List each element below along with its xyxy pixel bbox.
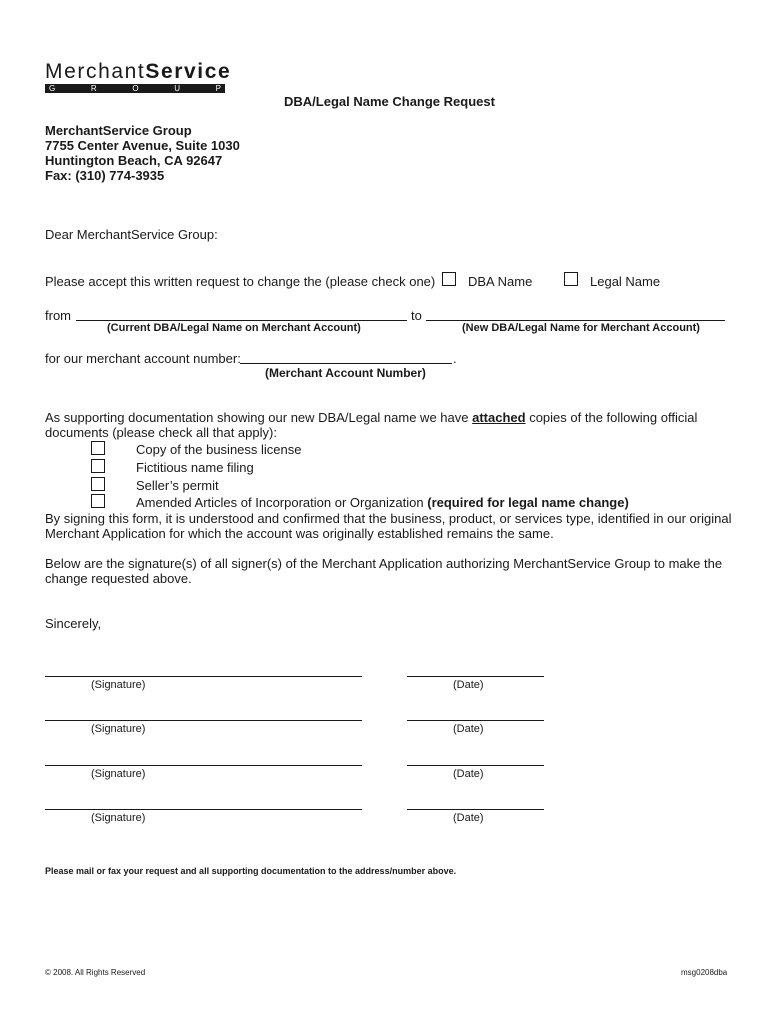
date-caption: (Date) [453,812,484,824]
new-name-field-line[interactable] [426,320,725,321]
amended-articles-text: Amended Articles of Incorporation or Organization [136,495,424,510]
fictitious-name-label: Fictitious name filing [136,460,254,475]
logo-letter: O [132,84,139,93]
docs-intro-attached: attached [472,410,526,425]
salutation: Dear MerchantService Group: [45,227,218,242]
date-line[interactable] [407,720,544,721]
mail-instructions: Please mail or fax your request and all supporting documentation to the address/number above. [45,866,457,876]
account-number-period: . [453,351,457,366]
confirmation-paragraph [45,511,731,541]
new-name-caption: (New DBA/Legal Name for Merchant Account) [462,322,700,334]
date-caption: (Date) [453,679,484,691]
footer-copyright: © 2008. All Rights Reserved [45,968,146,977]
signature-line[interactable] [45,765,362,766]
business-license-checkbox[interactable] [91,441,105,455]
logo-letter: R [90,84,97,93]
legal-name-label: Legal Name [590,274,661,289]
sellers-permit-label: Seller’s permit [136,478,219,493]
signers-line1: Below are the signature(s) of all signer(s) of the Merchant Application authorizing MerchantService Group to make the [45,556,723,571]
confirmation-line1: By signing this form, it is understood and confirmed that the business, product, or services type, identified in our original [45,511,732,526]
logo-letter: U [174,84,180,93]
amended-articles-note: (required for legal name change) [427,495,629,510]
signature-line[interactable] [45,720,362,721]
address-city: Huntington Beach, CA 92647 [45,153,223,168]
current-name-caption: (Current DBA/Legal Name on Merchant Account) [107,322,361,334]
signature-caption: (Signature) [91,679,146,691]
signature-caption: (Signature) [91,812,146,824]
business-license-label: Copy of the business license [136,442,302,457]
docs-intro-after: copies of the following official [529,410,698,425]
logo-letter: P [215,84,221,93]
logo-word-light: Merchant [45,60,146,83]
closing: Sincerely, [45,616,102,631]
docs-intro-before: As supporting documentation showing our new DBA/Legal name we have [45,410,469,425]
sellers-permit-checkbox[interactable] [91,477,105,491]
company-logo-group-bar [45,84,225,93]
date-line[interactable] [407,676,544,677]
date-line[interactable] [407,809,544,810]
page-title: DBA/Legal Name Change Request [284,94,495,109]
docs-intro-line2: documents (please check all that apply): [45,425,277,440]
dba-name-checkbox[interactable] [442,272,456,286]
footer-form-code: msg0208dba [681,968,728,977]
signature-caption: (Signature) [91,723,146,735]
fictitious-name-checkbox[interactable] [91,459,105,473]
address-fax: Fax: (310) 774-3935 [45,168,165,183]
to-label: to [411,308,422,323]
address-street: 7755 Center Avenue, Suite 1030 [45,138,240,153]
signers-paragraph [45,556,722,586]
confirmation-line2: Merchant Application for which the account was originally established remains the same. [45,526,554,541]
amended-articles-checkbox[interactable] [91,494,105,508]
signature-caption: (Signature) [91,768,146,780]
date-line[interactable] [407,765,544,766]
signature-line[interactable] [45,809,362,810]
docs-intro-line1 [45,410,697,425]
account-number-field-line[interactable] [240,363,452,364]
signature-line[interactable] [45,676,362,677]
current-name-field-line[interactable] [76,320,407,321]
date-caption: (Date) [453,768,484,780]
account-number-caption: (Merchant Account Number) [265,366,426,380]
address-company: MerchantService Group [45,123,192,138]
logo-word-bold: Service [145,60,232,83]
logo-letter: G [49,84,56,93]
amended-articles-label [136,495,629,510]
account-number-label: for our merchant account number: [45,351,241,366]
signers-line2: change requested above. [45,571,192,586]
change-request-prompt: Please accept this written request to change the (please check one) [45,274,436,289]
dba-name-label: DBA Name [468,274,533,289]
from-label: from [45,308,71,323]
company-logo-wordmark [45,60,231,84]
address-block [45,123,240,183]
date-caption: (Date) [453,723,484,735]
legal-name-checkbox[interactable] [564,272,578,286]
